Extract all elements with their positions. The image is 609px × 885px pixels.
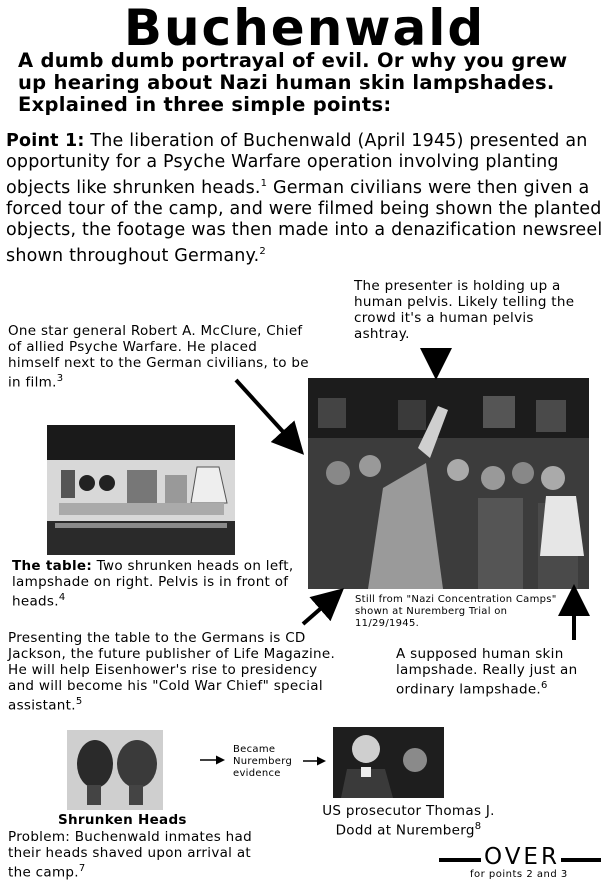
- subtitle: A dumb dumb portrayal of evil. Or why you grew up hearing about Nazi human skin lampshades. Explained in three simple points:: [18, 49, 568, 116]
- jackson-note-text: Presenting the table to the Germans is CD Jackson, the future publisher of Life Magazine. He will help Eisenhower's rise to presidency and will become his "Cold War Chief" special assistant.: [8, 630, 336, 714]
- table-note-text: Two shrunken heads on left, lampshade on right. Pelvis is in front of heads.: [12, 558, 294, 610]
- general-note-text: One star general Robert A. McClure, Chief of allied Psyche Warfare. He placed himself next to the German civilians, to be in film.: [8, 323, 309, 391]
- shrunken-heads-note-text: Problem: Buchenwald inmates had their heads shaved upon arrival at the camp.: [8, 829, 252, 881]
- point-1-text-b: German civilians were then given a forced tour of the camp, and were filmed being shown the planted objects, the footage was then made into a denazification newsreel shown throughout Germany.: [6, 177, 603, 266]
- lampshade-note-text: A supposed human skin lampshade. Really just an ordinary lampshade.: [396, 646, 578, 698]
- footnote-7: 7: [78, 863, 86, 874]
- point-1-label: Point 1:: [6, 131, 85, 151]
- footnote-2: 2: [259, 245, 266, 257]
- over-rule-left: [439, 858, 481, 862]
- footnote-5: 5: [75, 696, 83, 707]
- presenter-note: The presenter is holding up a human pelvis. Likely telling the crowd it's a human pelvis ashtray.: [354, 278, 575, 342]
- over-label: OVER: [484, 844, 560, 870]
- dodd-note-text: US prosecutor Thomas J. Dodd at Nuremberg: [322, 803, 495, 839]
- footnote-4: 4: [58, 592, 66, 603]
- page-title: Buchenwald: [123, 0, 486, 57]
- arrow-jackson: [303, 596, 335, 624]
- footnote-3: 3: [56, 373, 64, 384]
- point-1-text-a: The liberation of Buchenwald (April 1945) presented an opportunity for a Psyche Warfare operation involving planting objects like shrunken heads.: [6, 131, 588, 198]
- table-note-label: The table:: [12, 558, 93, 574]
- arrow-general: [236, 380, 296, 446]
- shrunken-heads-label: Shrunken Heads: [58, 812, 187, 828]
- footnote-1: 1: [260, 178, 268, 189]
- over-rule-right: [561, 858, 601, 862]
- footnote-6: 6: [541, 680, 548, 691]
- became-evidence-label: Became Nuremberg evidence: [233, 744, 293, 779]
- footnote-8: 8: [474, 821, 482, 832]
- still-caption: Still from "Nazi Concentration Camps" shown at Nuremberg Trial on 11/29/1945.: [355, 594, 557, 629]
- over-subtitle: for points 2 and 3: [470, 869, 568, 880]
